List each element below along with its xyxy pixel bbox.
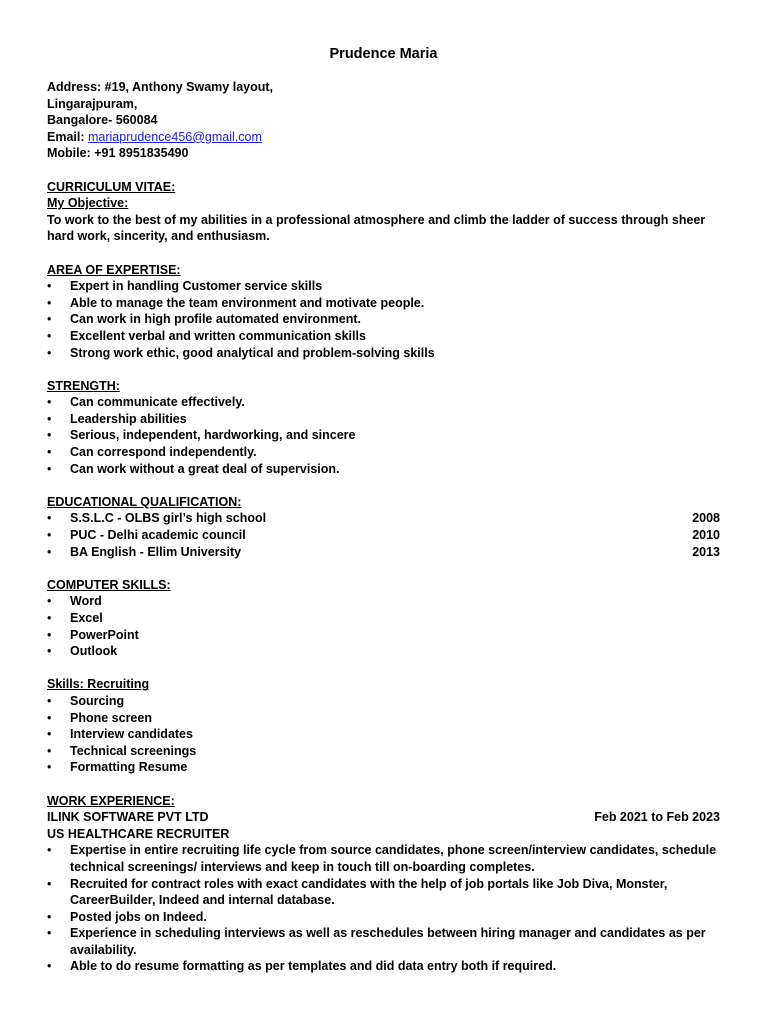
- list-item: [47, 958, 720, 975]
- list-item: [47, 710, 720, 727]
- recruiting-skill-item: Interview candidates: [70, 727, 193, 742]
- list-item: [47, 444, 720, 461]
- list-item: [47, 759, 720, 776]
- bullet-icon: •: [47, 627, 52, 642]
- list-item: [47, 693, 720, 710]
- computer-skills-list: [47, 593, 720, 659]
- duty-text: Posted jobs on Indeed.: [70, 909, 207, 924]
- bullet-icon: •: [47, 528, 52, 543]
- bullet-icon: •: [47, 594, 52, 609]
- work-experience-heading: WORK EXPERIENCE:: [47, 793, 175, 808]
- employer-row: [47, 809, 720, 826]
- list-item: [47, 510, 720, 527]
- email-label: Email:: [47, 129, 85, 144]
- candidate-name: Prudence Maria: [329, 46, 438, 62]
- list-item: [47, 610, 720, 627]
- address-line-2-text: Lingarajpuram,: [47, 96, 138, 111]
- bullet-icon: •: [47, 279, 52, 294]
- duty-text: Recruited for contract roles with exact candidates with the help of job portals like Job Diva, Monster,: [70, 876, 668, 891]
- expertise-item: Strong work ethic, good analytical and problem-solving skills: [70, 345, 435, 360]
- list-item: [47, 593, 720, 610]
- expertise-list: [47, 278, 720, 361]
- list-item: [47, 311, 720, 328]
- bullet-icon: •: [47, 428, 52, 443]
- education-year: 2013: [692, 544, 720, 559]
- bullet-icon: •: [47, 743, 52, 758]
- bullet-icon: •: [47, 611, 52, 625]
- bullet-icon: •: [47, 445, 52, 460]
- duty-text: Expertise in entire recruiting life cycle from source candidates, phone screen/interview candidates, schedule: [70, 843, 717, 858]
- recruiting-skill-item: Formatting Resume: [70, 760, 188, 775]
- bullet-icon: •: [47, 395, 52, 410]
- computer-skill-item: PowerPoint: [70, 627, 139, 642]
- duty-text: Able to do resume formatting as per templates and did data entry both if required.: [70, 959, 557, 974]
- objective-text: To work to the best of my abilities in a professional atmosphere and climb the ladder of success through sheer hard work, sincerity, and enthusiasm.: [47, 212, 706, 244]
- expertise-item: Able to manage the team environment and motivate people.: [70, 295, 425, 310]
- list-item: [47, 345, 720, 362]
- cv-heading: CURRICULUM VITAE:: [47, 179, 176, 194]
- address-line-3-text: Bangalore- 560084: [47, 113, 158, 128]
- list-item: [47, 743, 720, 760]
- email-line: [47, 129, 720, 146]
- bullet-icon: •: [47, 461, 52, 476]
- bullet-icon: •: [47, 909, 52, 924]
- list-item: [47, 278, 720, 295]
- list-item: [47, 427, 720, 444]
- computer-skill-item: Word: [70, 594, 102, 609]
- strength-item: Serious, independent, hardworking, and sincere: [70, 428, 356, 443]
- expertise-item: Excellent verbal and written communication skills: [70, 328, 366, 343]
- bullet-icon: •: [47, 760, 52, 775]
- bullet-icon: •: [47, 926, 52, 941]
- address-line-3: [47, 112, 720, 129]
- list-item: [47, 909, 720, 926]
- bullet-icon: •: [47, 511, 52, 526]
- list-item: [47, 544, 720, 561]
- expertise-item: Expert in handling Customer service skills: [70, 279, 323, 294]
- address-value: #19, Anthony Swamy layout,: [104, 80, 274, 94]
- address-line-1: [47, 79, 720, 96]
- address-line-2: [47, 96, 720, 113]
- bullet-icon: •: [47, 411, 52, 426]
- mobile-value: +91 8951835490: [94, 146, 189, 161]
- duty-text: availability.: [70, 942, 137, 957]
- education-item: BA English - Ellim University: [70, 544, 242, 559]
- expertise-item: Can work in high profile automated environment.: [70, 312, 361, 327]
- bullet-icon: •: [47, 876, 52, 891]
- expertise-heading: AREA OF EXPERTISE:: [47, 262, 181, 277]
- list-item: [47, 295, 720, 312]
- bullet-icon: •: [47, 644, 52, 659]
- education-year: 2008: [692, 511, 720, 526]
- strength-item: Can work without a great deal of supervision.: [70, 461, 340, 476]
- duty-text: technical screenings/ interviews and keep in touch till on-boarding completes.: [70, 859, 535, 874]
- bullet-icon: •: [47, 727, 52, 742]
- duty-text: Experience in scheduling interviews as well as reschedules between hiring manager and candidates as per: [70, 926, 706, 941]
- bullet-icon: •: [47, 312, 52, 327]
- list-item: [47, 726, 720, 743]
- list-item: [47, 527, 720, 544]
- duty-text: CareerBuilder, Indeed and internal database.: [70, 893, 335, 908]
- mobile-line: [47, 145, 720, 162]
- computer-skill-item: Outlook: [70, 644, 118, 659]
- list-item: [47, 876, 720, 909]
- list-item: [47, 627, 720, 644]
- mobile-label: Mobile:: [47, 146, 91, 161]
- bullet-icon: •: [47, 843, 52, 858]
- recruiting-skills-list: [47, 693, 720, 776]
- employment-period: Feb 2021 to Feb 2023: [594, 810, 720, 825]
- work-duties-list: [47, 842, 720, 975]
- bullet-icon: •: [47, 295, 52, 310]
- strength-item: Can communicate effectively.: [70, 395, 245, 410]
- list-item: [47, 394, 720, 411]
- bullet-icon: •: [47, 710, 52, 725]
- education-list: [47, 510, 720, 560]
- computer-skill-item: Excel: [70, 611, 103, 625]
- company-name: ILINK SOFTWARE PVT LTD: [47, 810, 209, 825]
- computer-skills-heading: COMPUTER SKILLS:: [47, 577, 171, 592]
- education-item: PUC - Delhi academic council: [70, 528, 246, 543]
- education-heading: EDUCATIONAL QUALIFICATION:: [47, 494, 242, 509]
- bullet-icon: •: [47, 959, 52, 974]
- strength-list: [47, 394, 720, 477]
- bullet-icon: •: [47, 328, 52, 343]
- objective-heading: My Objective:: [47, 196, 129, 211]
- bullet-icon: •: [47, 345, 52, 360]
- bullet-icon: •: [47, 544, 52, 559]
- list-item: [47, 328, 720, 345]
- recruiting-skills-heading: Skills: Recruiting: [47, 677, 150, 692]
- job-title: US HEALTHCARE RECRUITER: [47, 826, 230, 841]
- list-item: [47, 643, 720, 660]
- education-year: 2010: [692, 528, 720, 543]
- list-item: [47, 461, 720, 478]
- list-item: [47, 925, 720, 958]
- email-link[interactable]: mariaprudence456@gmail.com: [88, 129, 262, 144]
- education-item: S.S.L.C - OLBS girl’s high school: [70, 511, 267, 526]
- recruiting-skill-item: Sourcing: [70, 693, 125, 708]
- address-label: Address:: [47, 80, 102, 94]
- list-item: [47, 842, 720, 875]
- strength-item: Can correspond independently.: [70, 445, 257, 460]
- strength-heading: STRENGTH:: [47, 378, 120, 393]
- bullet-icon: •: [47, 693, 52, 708]
- recruiting-skill-item: Phone screen: [70, 710, 152, 725]
- recruiting-skill-item: Technical screenings: [70, 743, 197, 758]
- strength-item: Leadership abilities: [70, 411, 187, 426]
- list-item: [47, 411, 720, 428]
